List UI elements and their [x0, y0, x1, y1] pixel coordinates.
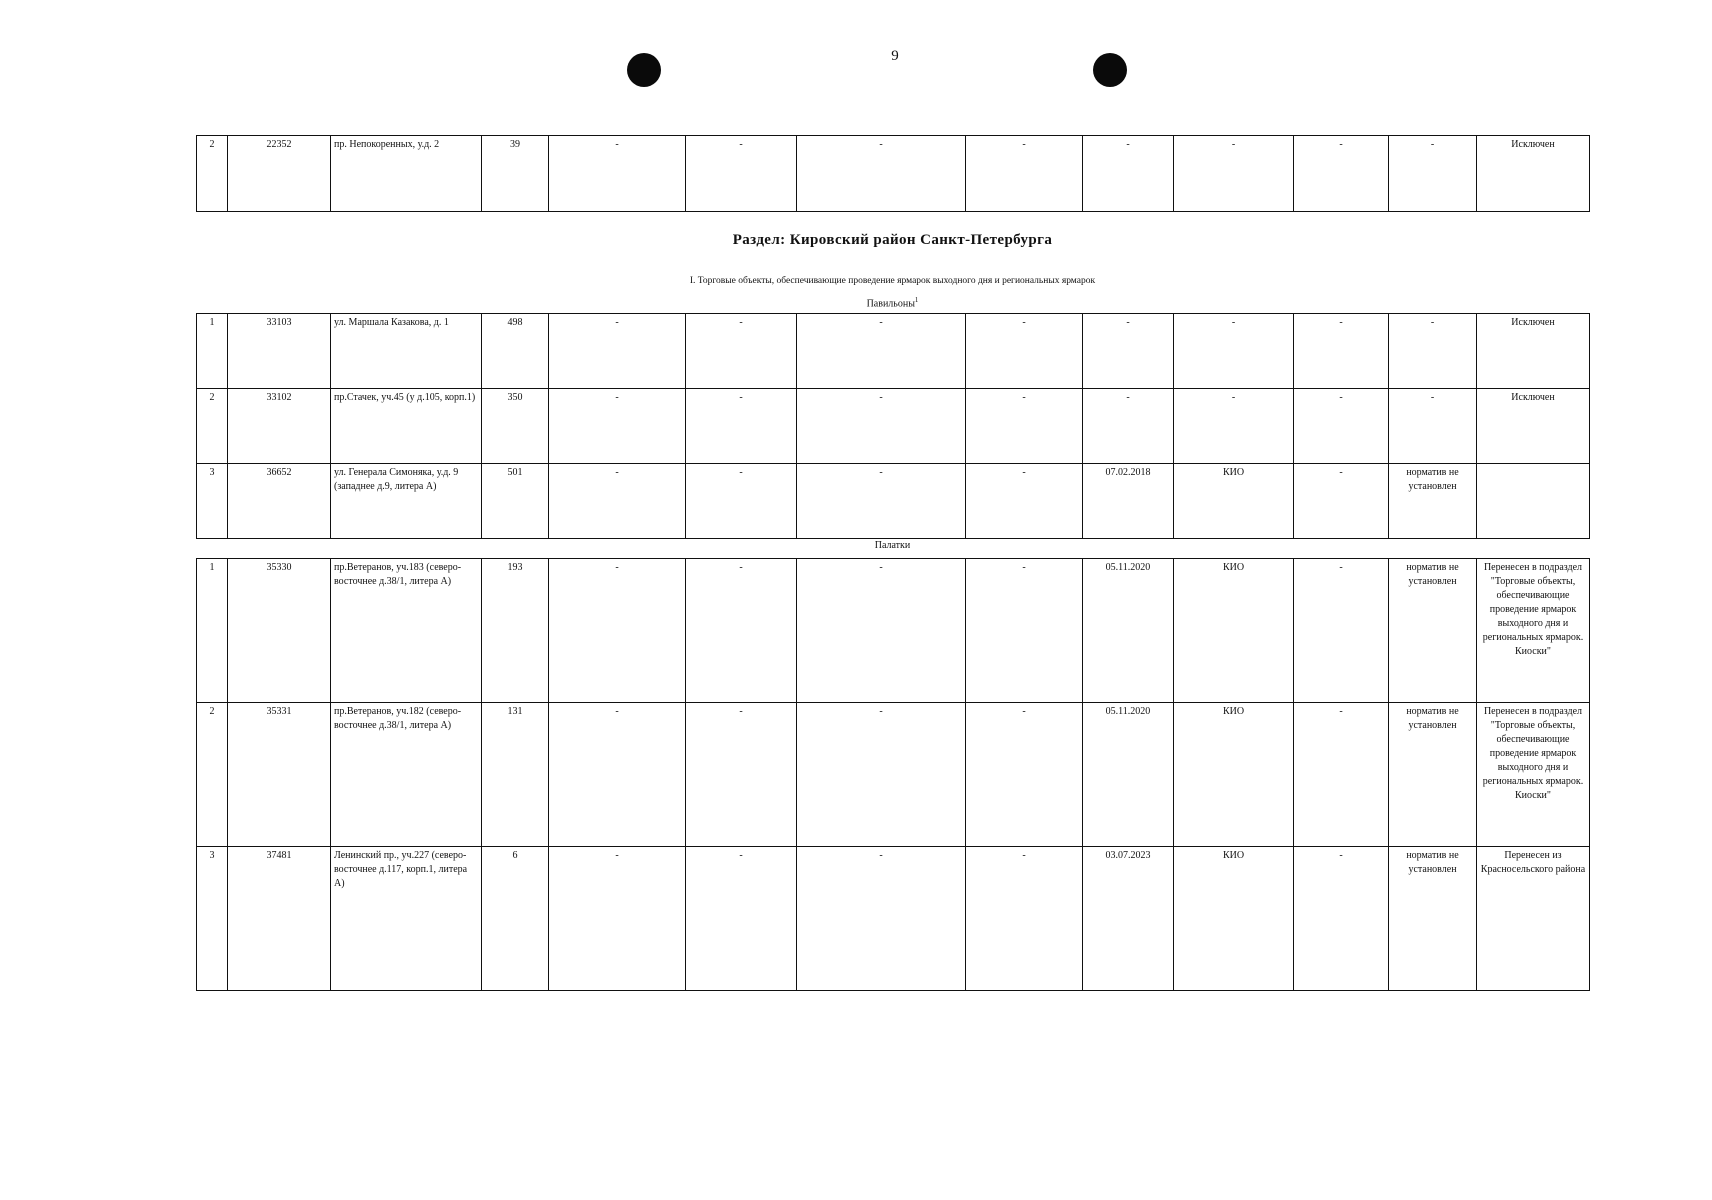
pavilions-title-text: Павильоны — [866, 298, 915, 310]
cell-norm: - — [1389, 314, 1477, 389]
cell-col-11: - — [1294, 559, 1389, 703]
cell-col-7: - — [797, 389, 966, 464]
cell-col-6: - — [686, 389, 797, 464]
cell-row-number: 2 — [197, 703, 228, 847]
cell-authority: - — [1174, 389, 1294, 464]
cell-col-6: - — [686, 136, 797, 212]
cell-date: 07.02.2018 — [1083, 464, 1174, 539]
cell-col-5: - — [549, 136, 686, 212]
punch-hole-right — [1093, 53, 1127, 87]
table-row — [197, 314, 1590, 389]
cell-object-id: 33102 — [228, 389, 331, 464]
cell-address: пр.Ветеранов, уч.182 (северо-восточнее д.38/1, литера А) — [331, 703, 482, 847]
cell-status: Исключен — [1477, 389, 1590, 464]
cell-col-11: - — [1294, 464, 1389, 539]
cell-col-6: - — [686, 314, 797, 389]
subsection-title: I. Торговые объекты, обеспечивающие проведение ярмарок выходного дня и региональных ярмарок — [689, 276, 1096, 286]
pavilions-title — [196, 296, 1589, 309]
cell-col-7: - — [797, 464, 966, 539]
cell-col-5: - — [549, 464, 686, 539]
cell-norm: норматив не установлен — [1389, 703, 1477, 847]
punch-hole-left — [627, 53, 661, 87]
cell-date: 03.07.2023 — [1083, 847, 1174, 991]
cell-col-7: - — [797, 559, 966, 703]
top-table — [196, 135, 1590, 212]
cell-area: 501 — [482, 464, 549, 539]
cell-status: Исключен — [1477, 314, 1590, 389]
cell-date: 05.11.2020 — [1083, 703, 1174, 847]
cell-col-11: - — [1294, 314, 1389, 389]
cell-area: 193 — [482, 559, 549, 703]
cell-object-id: 33103 — [228, 314, 331, 389]
cell-authority: КИО — [1174, 559, 1294, 703]
tents-table — [196, 558, 1590, 991]
cell-col-7: - — [797, 703, 966, 847]
cell-row-number: 3 — [197, 847, 228, 991]
cell-col-8: - — [966, 389, 1083, 464]
cell-area: 6 — [482, 847, 549, 991]
cell-row-number: 3 — [197, 464, 228, 539]
cell-col-8: - — [966, 559, 1083, 703]
cell-col-8: - — [966, 847, 1083, 991]
cell-address: Ленинский пр., уч.227 (северо-восточнее д.117, корп.1, литера А) — [331, 847, 482, 991]
table-row — [197, 464, 1590, 539]
cell-col-6: - — [686, 559, 797, 703]
table-row — [197, 703, 1590, 847]
cell-object-id: 37481 — [228, 847, 331, 991]
cell-area: 39 — [482, 136, 549, 212]
cell-col-8: - — [966, 136, 1083, 212]
cell-col-11: - — [1294, 703, 1389, 847]
cell-row-number: 1 — [197, 559, 228, 703]
cell-object-id: 35330 — [228, 559, 331, 703]
cell-address: пр.Стачек, уч.45 (у д.105, корп.1) — [331, 389, 482, 464]
tents-title: Палатки — [874, 540, 911, 551]
cell-authority: КИО — [1174, 847, 1294, 991]
cell-date: - — [1083, 389, 1174, 464]
cell-col-5: - — [549, 314, 686, 389]
cell-col-5: - — [549, 703, 686, 847]
cell-object-id: 35331 — [228, 703, 331, 847]
cell-address: ул. Маршала Казакова, д. 1 — [331, 314, 482, 389]
table-row — [197, 847, 1590, 991]
cell-address: пр. Непокоренных, у.д. 2 — [331, 136, 482, 212]
table-row — [197, 136, 1590, 212]
page-number: 9 — [891, 48, 899, 64]
cell-col-7: - — [797, 847, 966, 991]
cell-col-8: - — [966, 464, 1083, 539]
cell-status — [1477, 464, 1590, 539]
cell-status: Перенесен в подраздел "Торговые объекты, обеспечивающие проведение ярмарок выходного дня и региональных ярмарок. Киоски" — [1477, 559, 1590, 703]
cell-col-8: - — [966, 703, 1083, 847]
cell-row-number: 2 — [197, 389, 228, 464]
cell-col-11: - — [1294, 136, 1389, 212]
cell-authority: - — [1174, 314, 1294, 389]
cell-authority: - — [1174, 136, 1294, 212]
cell-col-7: - — [797, 314, 966, 389]
cell-col-5: - — [549, 847, 686, 991]
cell-object-id: 22352 — [228, 136, 331, 212]
cell-row-number: 2 — [197, 136, 228, 212]
cell-col-5: - — [549, 389, 686, 464]
cell-area: 498 — [482, 314, 549, 389]
cell-norm: - — [1389, 136, 1477, 212]
cell-authority: КИО — [1174, 703, 1294, 847]
cell-status: Перенесен в подраздел "Торговые объекты, обеспечивающие проведение ярмарок выходного дня и региональных ярмарок. Киоски" — [1477, 703, 1590, 847]
cell-norm: норматив не установлен — [1389, 464, 1477, 539]
cell-col-6: - — [686, 464, 797, 539]
pavilions-table — [196, 313, 1590, 539]
cell-date: - — [1083, 136, 1174, 212]
cell-address: ул. Генерала Симоняка, у.д. 9 (западнее д.9, литера А) — [331, 464, 482, 539]
cell-authority: КИО — [1174, 464, 1294, 539]
cell-norm: норматив не установлен — [1389, 847, 1477, 991]
cell-norm: норматив не установлен — [1389, 559, 1477, 703]
cell-status: Исключен — [1477, 136, 1590, 212]
cell-status: Перенесен из Красносельского района — [1477, 847, 1590, 991]
section-title: Раздел: Кировский район Санкт-Петербурга — [732, 232, 1053, 248]
cell-col-7: - — [797, 136, 966, 212]
cell-date: - — [1083, 314, 1174, 389]
cell-address: пр.Ветеранов, уч.183 (северо-восточнее д.38/1, литера А) — [331, 559, 482, 703]
cell-col-11: - — [1294, 389, 1389, 464]
footnote-mark: 1 — [914, 296, 919, 304]
cell-col-8: - — [966, 314, 1083, 389]
cell-norm: - — [1389, 389, 1477, 464]
cell-object-id: 36652 — [228, 464, 331, 539]
cell-col-6: - — [686, 847, 797, 991]
cell-col-5: - — [549, 559, 686, 703]
cell-date: 05.11.2020 — [1083, 559, 1174, 703]
table-row — [197, 389, 1590, 464]
cell-col-11: - — [1294, 847, 1389, 991]
cell-area: 350 — [482, 389, 549, 464]
cell-col-6: - — [686, 703, 797, 847]
cell-area: 131 — [482, 703, 549, 847]
table-row — [197, 559, 1590, 703]
cell-row-number: 1 — [197, 314, 228, 389]
